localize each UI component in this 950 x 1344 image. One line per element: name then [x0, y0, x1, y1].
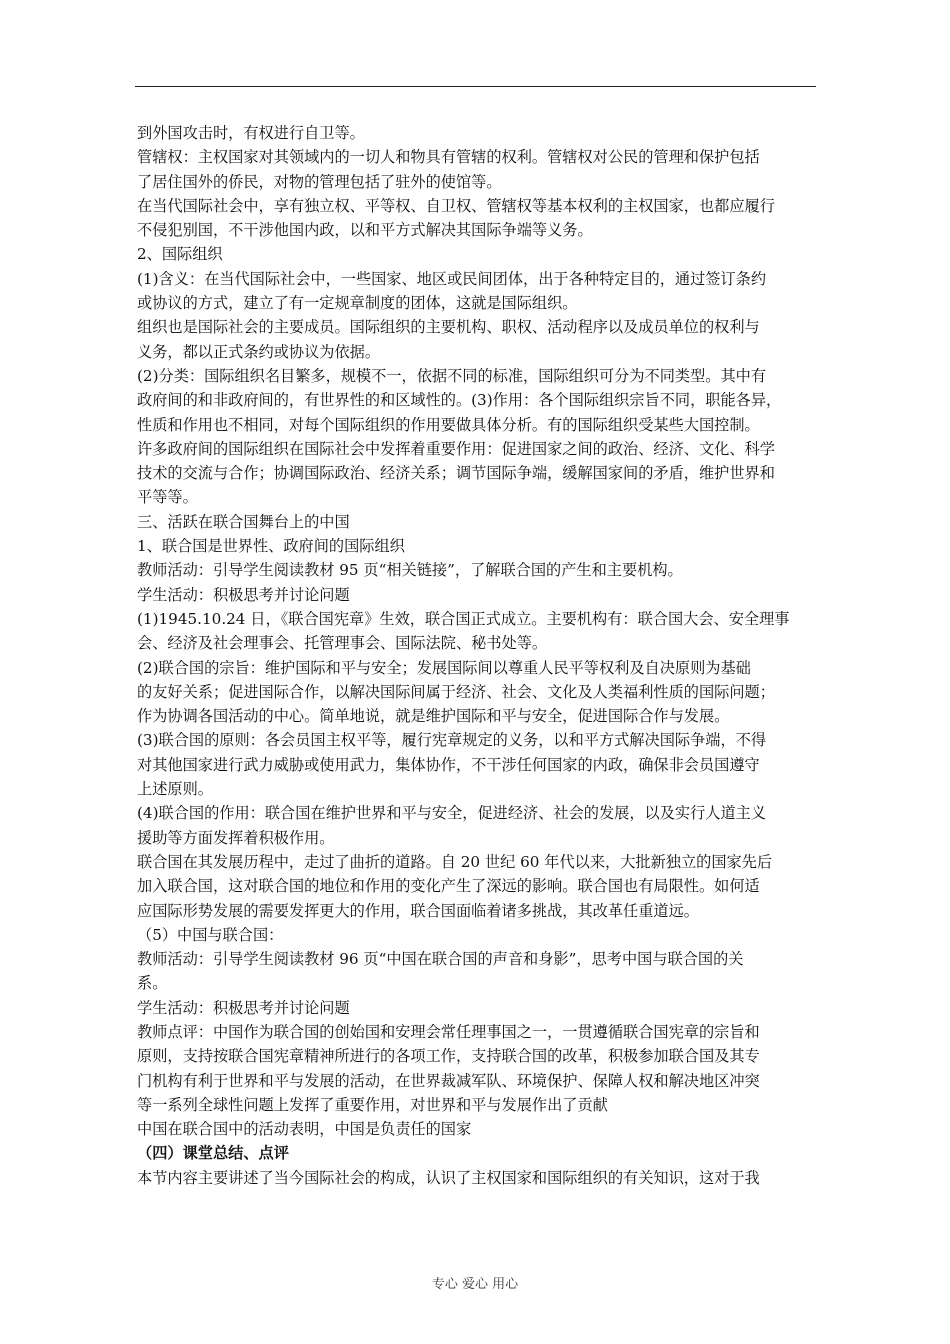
- text-line: 在当代国际社会中，享有独立权、平等权、自卫权、管辖权等基本权利的主权国家，也都应履行: [137, 196, 775, 215]
- text-line: 加入联合国，这对联合国的地位和作用的变化产生了深远的影响。联合国也有局限性。如何适: [137, 877, 760, 896]
- text-line: 到外国攻击时，有权进行自卫等。: [137, 124, 365, 142]
- text-line: 系。: [137, 974, 168, 993]
- text-line: 三、活跃在联合国舞台上的中国: [137, 512, 350, 531]
- text-line: 原则，支持按联合国宪章精神所进行的各项工作，支持联合国的改革，积极参加联合国及其专: [137, 1047, 760, 1066]
- text-line: 管辖权：主权国家对其领域内的一切人和物具有管辖的权利。管辖权对公民的管理和保护包括: [137, 148, 760, 167]
- text-line: 作为协调各国活动的中心。简单地说，就是维护国际和平与安全，促进国际合作与发展。: [137, 707, 730, 726]
- text-line: 对其他国家进行武力威胁或使用武力，集体协作，不干涉任何国家的内政，确保非会员国遵守: [137, 755, 760, 774]
- text-line: 组织也是国际社会的主要成员。国际组织的主要机构、职权、活动程序以及成员单位的权利与: [137, 318, 760, 337]
- text-line: 中国在联合国中的活动表明，中国是负责任的国家: [137, 1120, 472, 1139]
- text-line: (3)联合国的原则：各会员国主权平等，履行宪章规定的义务，以和平方式解决国际争端，不得: [137, 731, 767, 750]
- text-line: 应国际形势发展的需要发挥更大的作用，联合国面临着诸多挑战，其改革任重道远。: [137, 901, 699, 920]
- text-line: 上述原则。: [137, 780, 213, 799]
- text-line: 等一系列全球性问题上发挥了重要作用，对世界和平与发展作出了贡献: [137, 1095, 608, 1114]
- text-line: 政府间的和非政府间的，有世界性的和区域性的。(3)作用：各个国际组织宗旨不同，职能各异，: [137, 391, 782, 410]
- page-footer: 专心 爱心 用心: [431, 1277, 519, 1292]
- text-line: 平等等。: [137, 488, 198, 507]
- text-line: (1)1945.10.24 日，《联合国宪章》生效，联合国正式成立。主要机构有：联合国大会、安全理事: [137, 609, 790, 628]
- text-line: 许多政府间的国际组织在国际社会中发挥着重要作用：促进国家之间的政治、经济、文化、科学: [137, 439, 775, 458]
- text-line: 联合国在其发展历程中，走过了曲折的道路。自 20 世纪 60 年代以来，大批新独立的国家先后: [137, 852, 773, 871]
- text-line: 1、联合国是世界性、政府间的国际组织: [137, 537, 405, 556]
- text-line: 的友好关系；促进国际合作，以解决国际间属于经济、社会、文化及人类福利性质的国际问题；: [137, 682, 775, 701]
- text-line: (2)分类：国际组织名目繁多，规模不一，依据不同的标准，国际组织可分为不同类型。其中有: [137, 366, 767, 385]
- text-line: 学生活动：积极思考并讨论问题: [137, 998, 350, 1017]
- text-line: 性质和作用也不相同，对每个国际组织的作用要做具体分析。有的国际组织受某些大国控制。: [137, 415, 760, 434]
- text-line: 了居住国外的侨民，对物的管理包括了驻外的使馆等。: [137, 172, 502, 191]
- text-line: (1)含义：在当代国际社会中，一些国家、地区或民间团体，出于各种特定目的，通过签订条约: [137, 269, 767, 288]
- text-line: 教师活动：引导学生阅读教材 96 页“中国在联合国的声音和身影”，思考中国与联合国的关: [137, 950, 744, 969]
- document-body: [137, 121, 817, 1190]
- text-line: 2、国际组织: [137, 245, 223, 264]
- text-line: (4)联合国的作用：联合国在维护世界和平与安全，促进经济、社会的发展，以及实行人道主义: [137, 804, 767, 823]
- text-line: （5）中国与联合国：: [137, 925, 284, 944]
- text-line: 教师活动：引导学生阅读教材 95 页“相关链接”，了解联合国的产生和主要机构。: [137, 561, 683, 580]
- text-line: 门机构有利于世界和平与发展的活动，在世界裁减军队、环境保护、保障人权和解决地区冲突: [137, 1071, 760, 1090]
- text-line: 学生活动：积极思考并讨论问题: [137, 585, 350, 604]
- text-line: 不侵犯别国，不干涉他国内政，以和平方式解决其国际争端等义务。: [137, 221, 593, 240]
- text-line: 会、经济及社会理事会、托管理事会、国际法院、秘书处等。: [137, 634, 548, 653]
- text-line: 技术的交流与合作；协调国际政治、经济关系；调节国际争端，缓解国家间的矛盾，维护世界和: [137, 464, 775, 483]
- text-line: 本节内容主要讲述了当今国际社会的构成，认识了主权国家和国际组织的有关知识，这对于我: [137, 1168, 760, 1187]
- text-line: 援助等方面发挥着积极作用。: [137, 828, 335, 847]
- text-line: 义务，都以正式条约或协议为依据。: [137, 342, 380, 361]
- text-line: (2)联合国的宗旨：维护国际和平与安全；发展国际间以尊重人民平等权利及自决原则为基础: [137, 658, 751, 677]
- text-line: 教师点评：中国作为联合国的创始国和安理会常任理事国之一，一贯遵循联合国宪章的宗旨和: [137, 1022, 760, 1041]
- text-line: 或协议的方式，建立了有一定规章制度的团体，这就是国际组织。: [137, 294, 578, 313]
- text-line: （四）课堂总结、点评: [137, 1144, 289, 1163]
- header-rule: [135, 86, 816, 87]
